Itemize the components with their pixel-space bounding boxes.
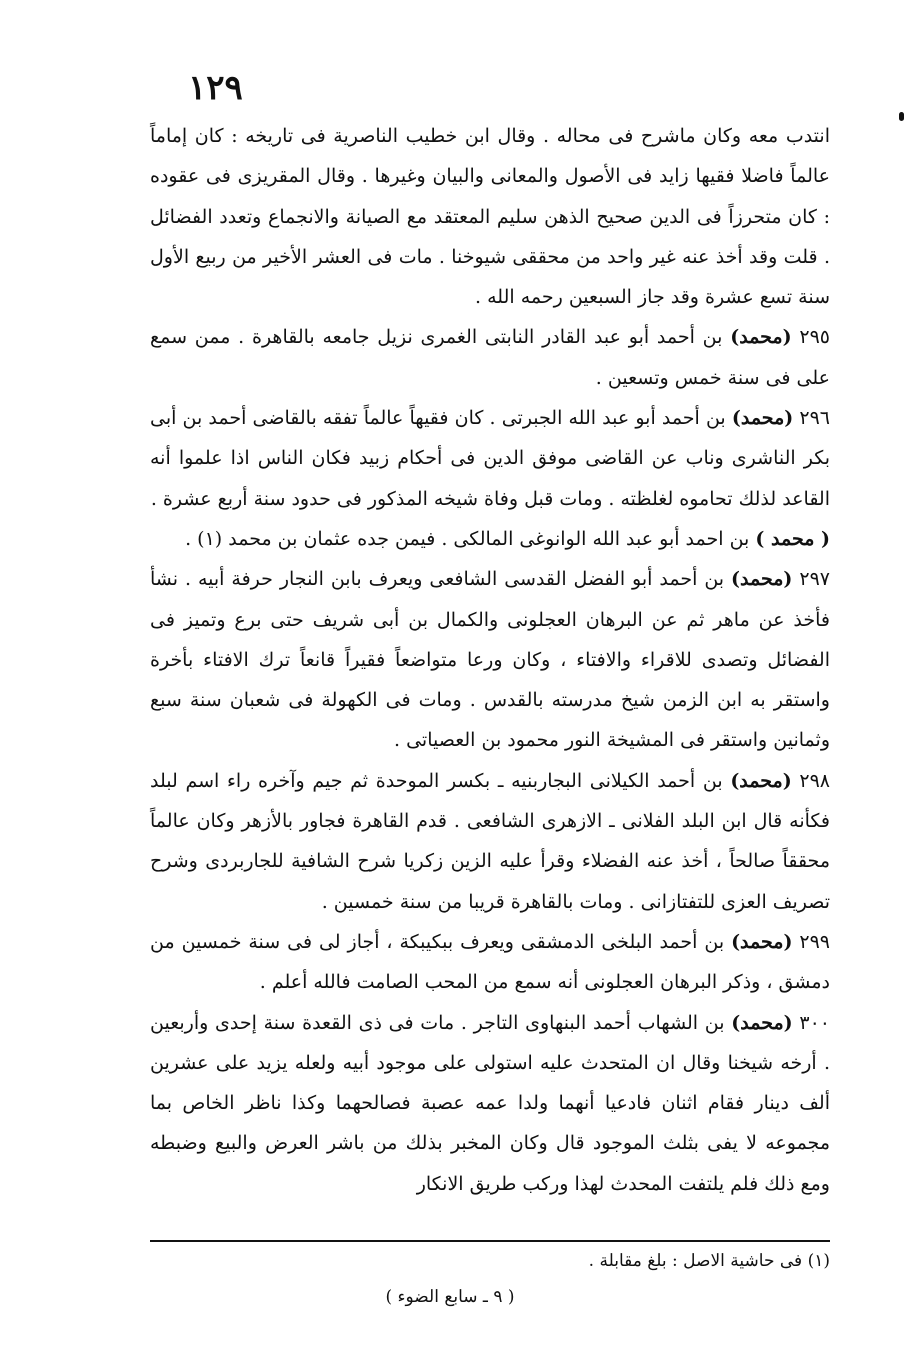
entry-name: (محمد) (731, 407, 794, 430)
entry-name: ( محمد ) (755, 527, 830, 550)
margin-mark (899, 112, 904, 121)
entry-text: بن أحمد أبو الفضل القدسى الشافعى ويعرف بابن النجار حرفة أبيه . نشأ فأخذ عن ماهر ثم عن البرهان العجلونى والكمال بن أبى شريف حتى برع وتميز فى الفضائل وتصدى للاقراء والافتاء ، وكان ورعا متواضعاً فقيراً قانعاً ترك الافتاء بأخرة واستقر به ابن الزمن شيخ مدرسته بالقدس . ومات فى الكهولة فى شعبان سنة سبع وثمانين واستقر فى المشيخة النور محمود بن العصياتى . (150, 568, 830, 752)
entry-name: (محمد) (731, 568, 793, 591)
entry-number: ٣٠٠ (799, 1011, 831, 1034)
biography-entry (150, 519, 830, 559)
biography-entry (150, 317, 830, 398)
entry-text: بن الشهاب أحمد البنهاوى التاجر . مات فى ذى القعدة سنة إحدى وأربعين . أرخه شيخنا وقال ان المتحدث عليه استولى على موجود أبيه ولعله يزيد على عشرين ألف دينار فقام اثنان فادعيا أنهما ولدا عمه عصبة فصالحهما وكذا ناظر الخاص بما مجموعه لا يفى بثلث الموجود قال وكان المخبر بذلك من باشر العرض والبيع وضبطه ومع ذلك فلم يلتفت المحدث لهذا وركب طريق الانكار (150, 1011, 830, 1195)
entry-name: (محمد) (730, 326, 792, 349)
entry-number: ٢٩٧ (799, 568, 830, 591)
entry-number: ٢٩٩ (799, 930, 831, 953)
footnote-divider (150, 1240, 830, 1242)
entry-name: (محمد) (731, 930, 793, 953)
paragraph-text: انتدب معه وكان ماشرح فى محاله . وقال ابن خطيب الناصرية فى تاريخه : كان إماماً عالماً فاضلا فقيها زايد فى الأصول والمعانى والبيان وغيرها . وقال المقريزى فى عقوده : كان متحرزاً فى الدين صحيح الذهن سليم المعتقد مع الصيانة والانجماع وتعدد الفضائل . قلت وقد أخذ عنه غير واحد من محققى شيوخنا . مات فى العشر الأخير من ربيع الأول سنة تسع عشرة وقد جاز السبعين رحمه الله . (150, 125, 830, 309)
entry-name: (محمد) (730, 769, 792, 792)
entry-text: بن أحمد أبو عبد الله الجبرتى . كان فقيهاً عالماً تفقه بالقاضى أحمد بن أبى بكر الناشرى وناب عن القاضى موفق الدين فى أحكام زبيد فكان الناس اذا علموا أنه القاعد لذلك تحاموه لغلظته . ومات قبل وفاة شيخه المذكور فى حدود سنة أربع عشرة . (150, 407, 830, 510)
biography-entry (150, 922, 830, 1003)
page-number: ١٢٩ (188, 68, 243, 108)
entry-text: بن أحمد الكيلانى البجاربنيه ـ بكسر الموحدة ثم جيم وآخره راء اسم لبلد فكأنه قال ابن البلد الفلانى ـ الازهرى الشافعى . قدم القاهرة فجاور بالأزهر وكان عالماً محققاً صالحاً ، أخذ عنه الفضلاء وقرأ عليه الزين زكريا شرح الشافية للجاربردى وشرح تصريف العزى للتفتازانى . ومات بالقاهرة قريبا من سنة خمسين . (150, 769, 830, 913)
entry-number: ٢٩٨ (799, 769, 831, 792)
entry-name: (محمد) (731, 1011, 793, 1034)
printer-signature: ( ٩ ـ سابع الضوء ) (385, 1287, 515, 1307)
biography-entry (150, 761, 830, 922)
entry-number: ٢٩٥ (799, 326, 831, 349)
main-text (150, 116, 830, 1204)
paragraph-continuation (150, 116, 830, 317)
biography-entry (150, 559, 830, 760)
footnote: (١) فى حاشية الاصل : بلغ مقابلة . (588, 1251, 830, 1271)
entry-text: بن أحمد البلخى الدمشقى ويعرف ببكيبكة ، أجاز لى فى سنة خمسين من دمشق ، وذكر البرهان العجلونى أنه سمع من المحب الصامت فالله أعلم . (150, 930, 830, 994)
biography-entry (150, 398, 830, 519)
entry-text: بن أحمد أبو عبد القادر النابتى الغمرى نزيل جامعه بالقاهرة . ممن سمع على فى سنة خمس وتسعين . (150, 326, 830, 389)
entry-text: بن احمد أبو عبد الله الوانوغى المالكى . فيمن جده عثمان بن محمد (١) . (185, 527, 750, 550)
entry-number: ٢٩٦ (799, 407, 831, 430)
biography-entry (150, 1003, 830, 1204)
